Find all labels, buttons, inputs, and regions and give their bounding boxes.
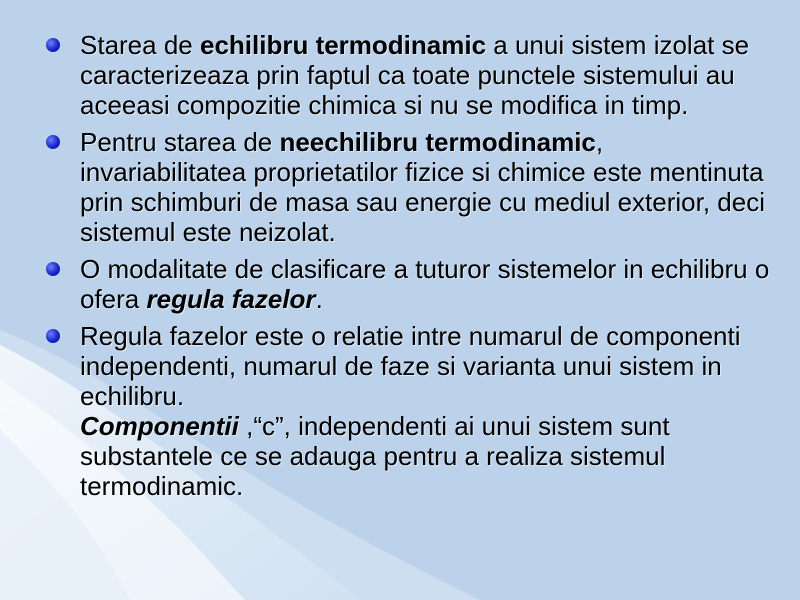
bullet-2-text: Pentru starea de neechilibru termodinamic, invariabilitatea proprietatilor fizice si chimice este mentinuta prin schimburi de masa sau energie cu mediul exterior, deci sistemul este neizolat. (80, 127, 766, 247)
bullet-dot-icon (46, 329, 60, 343)
bullet-2-bold-term: neechilibru termodinamic (279, 127, 596, 157)
bullet-dot-icon (46, 135, 60, 149)
bullet-list (44, 30, 774, 508)
bullet-item-3 (44, 254, 774, 314)
bullet-3-emph-term: regula fazelor (146, 284, 316, 314)
bullet-1-text: Starea de echilibru termodinamic a unui sistem izolat se caracterizeaza prin faptul ca toate punctele sistemului au aceeasi compozitie chimica si nu se modifica in timp. (80, 30, 750, 120)
bullet-4-emph-term: Componentii (80, 411, 239, 441)
bullet-3-text: O modalitate de clasificare a tuturor sistemelor in echilibru o ofera regula fazelor. (80, 254, 770, 314)
bullet-item-2 (44, 127, 774, 247)
bullet-item-1 (44, 30, 774, 120)
bullet-1-bold-term: echilibru termodinamic (199, 30, 487, 60)
bullet-dot-icon (46, 262, 60, 276)
bullet-dot-icon (46, 38, 60, 52)
bullet-4-text: Regula fazelor este o relatie intre numarul de componenti independenti, numarul de faze si varianta unui sistem in echilibru. Componentii ,“c”, independenti ai unui sistem sunt substantele ce se adauga pentru a realiza sistemul termodinamic. (80, 321, 741, 501)
bullet-item-4 (44, 321, 774, 501)
